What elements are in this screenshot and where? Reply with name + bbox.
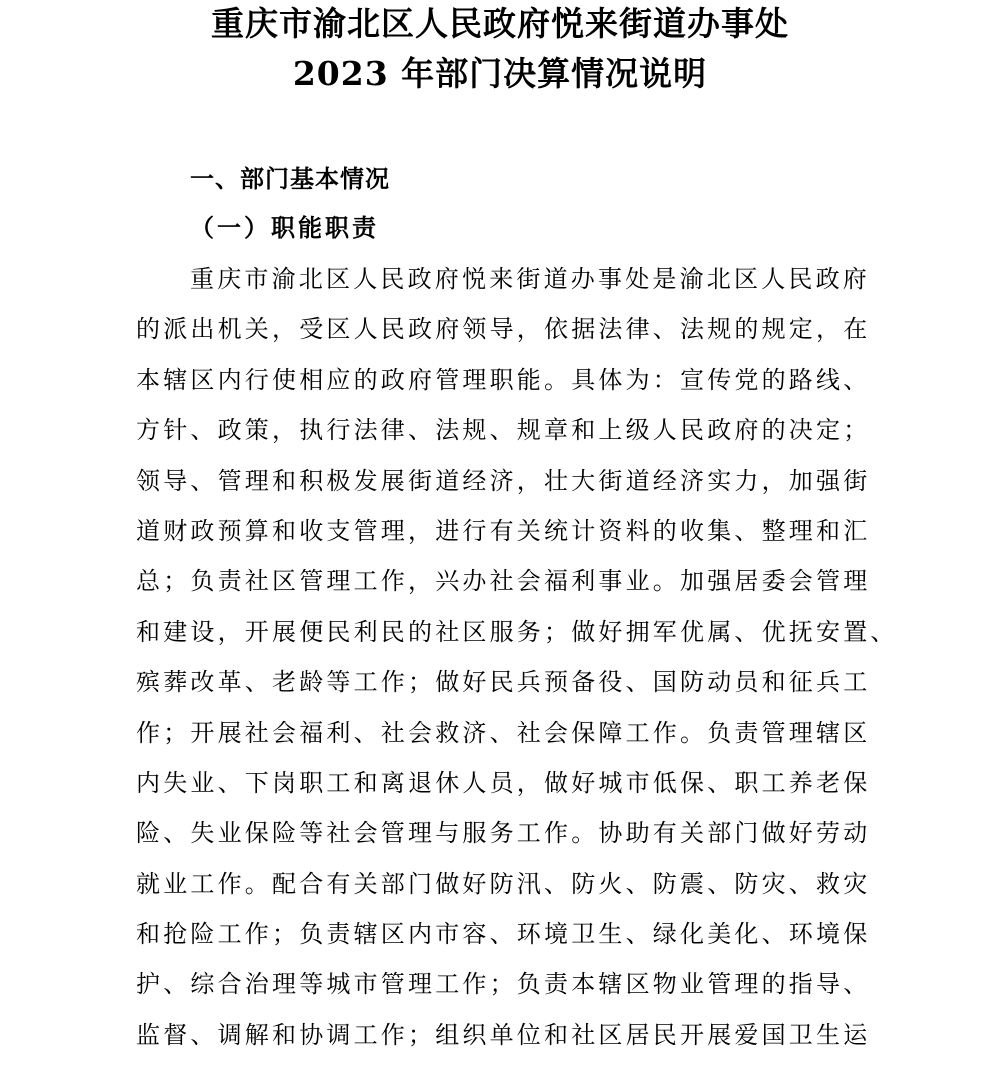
document-title-line-2: 2023 年部门决算情况说明 — [292, 54, 708, 93]
paragraph-line: 本辖区内行使相应的政府管理职能。具体为：宣传党的路线、 — [136, 365, 871, 394]
paragraph-line: 和建设，开展便民利民的社区服务；做好拥军优属、优抚安置、 — [136, 617, 898, 646]
paragraph-line: 监督、调解和协调工作；组织单位和社区居民开展爱国卫生运 — [136, 1020, 871, 1049]
paragraph-line: 总；负责社区管理工作，兴办社会福利事业。加强居委会管理 — [136, 567, 871, 596]
paragraph-line: 护、综合治理等城市管理工作；负责本辖区物业管理的指导、 — [136, 970, 871, 999]
paragraph-line: 内失业、下岗职工和离退休人员，做好城市低保、职工养老保 — [136, 768, 871, 797]
document-title-line-1: 重庆市渝北区人民政府悦来街道办事处 — [211, 4, 789, 43]
section-heading: 一、部门基本情况 — [190, 165, 390, 193]
paragraph-line: 殡葬改革、老龄等工作；做好民兵预备役、国防动员和征兵工 — [136, 668, 871, 697]
paragraph-line: 重庆市渝北区人民政府悦来街道办事处是渝北区人民政府 — [190, 265, 870, 293]
paragraph-line: 领导、管理和积极发展街道经济，壮大街道经济实力，加强街 — [136, 466, 871, 495]
subsection-heading: （一）职能职责 — [190, 214, 379, 242]
paragraph-line: 的派出机关，受区人民政府领导，依据法律、法规的规定，在 — [136, 315, 871, 344]
paragraph-line: 方针、政策，执行法律、法规、规章和上级人民政府的决定； — [136, 416, 871, 445]
paragraph-line: 道财政预算和收支管理，进行有关统计资料的收集、整理和汇 — [136, 516, 871, 545]
paragraph-line: 就业工作。配合有关部门做好防汛、防火、防震、防灾、救灾 — [136, 869, 871, 898]
paragraph-line: 险、失业保险等社会管理与服务工作。协助有关部门做好劳动 — [136, 819, 871, 848]
paragraph-body — [136, 262, 896, 1068]
paragraph-line: 和抢险工作；负责辖区内市容、环境卫生、绿化美化、环境保 — [136, 920, 871, 949]
paragraph-line: 作；开展社会福利、社会救济、社会保障工作。负责管理辖区 — [136, 718, 871, 747]
